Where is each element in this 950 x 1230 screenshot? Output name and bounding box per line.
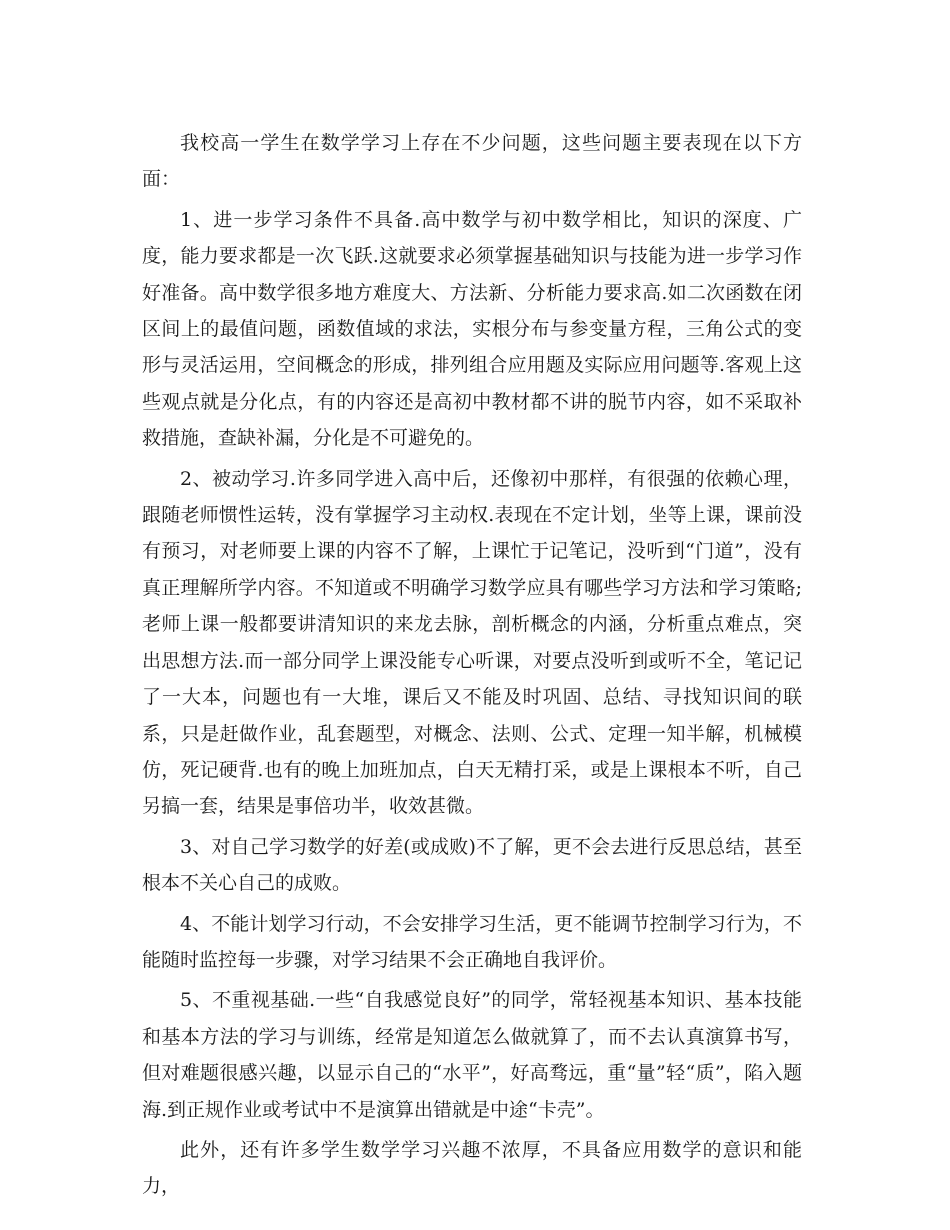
paragraph-item-1: 1、进一步学习条件不具备.高中数学与初中数学相比，知识的深度、广度，能力要求都是一次飞跃.这就要求必须掌握基础知识与技能为进一步学习作好准备。高中数学很多地方难度大、方法新、分析能力要求高.如二次函数在闭区间上的最值问题，函数值域的求法，实根分布与参变量方程，三角公式的变形与灵活运用，空间概念的形成，排列组合应用题及实际应用问题等.客观上这些观点就是分化点，有的内容还是高初中教材都不讲的脱节内容，如不采取补救措施，查缺补漏，分化是不可避免的。 bbox=[142, 208, 802, 450]
paragraph-item-4: 4、不能计划学习行动，不会安排学习生活，更不能调节控制学习行为，不能随时监控每一步骤，对学习结果不会正确地自我评价。 bbox=[142, 912, 802, 971]
paragraph-item-5: 5、不重视基础.一些“自我感觉良好”的同学，常轻视基本知识、基本技能和基本方法的学习与训练，经常是知道怎么做就算了，而不去认真演算书写，但对难题很感兴趣，以显示自己的“水平”，好高骛远，重“量”轻“质”，陷入题海.到正规作业或考试中不是演算出错就是中途“卡壳”。 bbox=[142, 989, 802, 1121]
paragraph-intro: 我校高一学生在数学学习上存在不少问题，这些问题主要表现在以下方面： bbox=[142, 132, 802, 191]
paragraph-item-3: 3、对自己学习数学的好差(或成败)不了解，更不会去进行反思总结，甚至根本不关心自己的成败。 bbox=[142, 835, 802, 895]
document-body bbox=[142, 125, 802, 1205]
paragraph-item-2: 2、被动学习.许多同学进入高中后，还像初中那样，有很强的依赖心理，跟随老师惯性运转，没有掌握学习主动权.表现在不定计划，坐等上课，课前没有预习，对老师要上课的内容不了解，上课忙于记笔记，没听到“门道”，没有真正理解所学内容。不知道或不明确学习数学应具有哪些学习方法和学习策略;老师上课一般都要讲清知识的来龙去脉，剖析概念的内涵，分析重点难点，突出思想方法.而一部分同学上课没能专心听课，对要点没听到或听不全，笔记记了一大本，问题也有一大堆，课后又不能及时巩固、总结、寻找知识间的联系，只是赶做作业，乱套题型，对概念、法则、公式、定理一知半解，机械模仿，死记硬背.也有的晚上加班加点，白天无精打采，或是上课根本不听，自己另搞一套，结果是事倍功半，收效甚微。 bbox=[142, 467, 802, 818]
paragraph-additional: 此外，还有许多学生数学学习兴趣不浓厚，不具备应用数学的意识和能力， bbox=[142, 1138, 802, 1198]
